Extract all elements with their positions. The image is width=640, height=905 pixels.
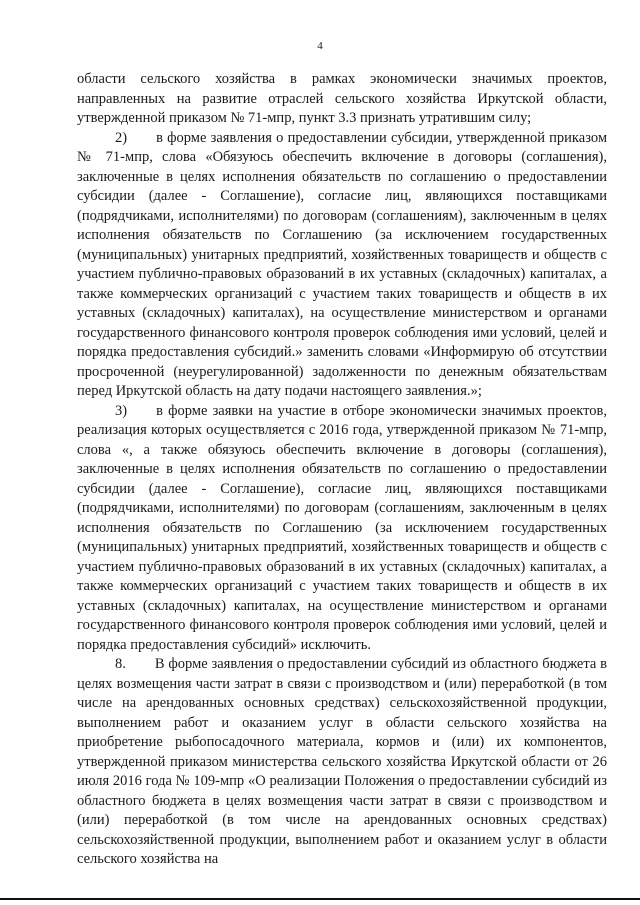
document-body — [77, 70, 607, 870]
paragraph-item-3: 3) в форме заявки на участие в отборе экономически значимых проектов, реализация которых осуществляется с 2016 года, утвержденной приказом № 71-мпр, слова «, а также обязуюсь обеспечить включение в договоры (соглашения), заключенные в целях исполнения обязательств по соглашению о предоставлении субсидии (далее - Соглашение), согласие лиц, являющихся поставщиками (подрядчиками, исполнителями) по договорам (соглашениям, заключенным в целях исполнения обязательств по Соглашению (за исключением государственных (муниципальных) унитарных предприятий, хозяйственных товариществ и обществ с участием публично-правовых образований в их уставных (складочных) капиталах, а также коммерческих организаций с участием таких товариществ и обществ в их уставных (складочных) капиталах, на осуществление министерством и органами государственного финансового контроля проверок соблюдения ими условий, целей и порядка предоставления субсидий» исключить. — [77, 402, 607, 653]
page-number: 4 — [317, 40, 323, 52]
paragraph-item-8: 8. В форме заявления о предоставлении субсидий из областного бюджета в целях возмещения части затрат в связи с производством и (или) переработкой (в том числе на арендованных основных средствах) сельскохозяйственной продукции, выполнением работ и оказанием услуг в области сельского хозяйства на приобретение рыбопосадочного материала, кормов и (или) их компонентов, утвержденной приказом министерства сельского хозяйства Иркутской области от 26 июля 2016 года № 109-мпр «О реализации Положения о предоставлении субсидий из областного бюджета в целях возмещения части затрат в связи с производством и (или) переработкой (в том числе на арендованных основных средствах) сельскохозяйственной продукции, выполнением работ и оказанием услуг в области сельского хозяйства на — [77, 656, 607, 867]
paragraph-continuation: области сельского хозяйства в рамках экономически значимых проектов, направленных на развитие отраслей сельского хозяйства Иркутской области, утвержденной приказом № 71-мпр, пункт 3.3 признать утратившим силу; — [77, 71, 607, 126]
scan-edge-line — [0, 898, 640, 900]
paragraph-item-2: 2) в форме заявления о предоставлении субсидии, утвержденной приказом № 71-мпр, слова «Обязуюсь обеспечить включение в договоры (соглашения), заключенные в целях исполнения обязательств по соглашению о предоставлении субсидии (далее - Соглашение), согласие лиц, являющихся поставщиками (подрядчиками, исполнителями) по договорам (соглашениям), заключенным в целях исполнения обязательств по Соглашению (за исключением государственных (муниципальных) унитарных предприятий, хозяйственных товариществ и обществ с участием публично-правовых образований в их уставных (складочных) капиталах, а также коммерческих организаций с участием таких товариществ и обществ в их уставных (складочных) капиталах), на осуществление министерством и органами государственного финансового контроля проверок соблюдения ими условий, целей и порядка предоставления субсидий.» заменить словами «Информирую об отсутствии просроченной (неурегулированной) задолженности по денежным обязательствам перед Иркутской область на дату подачи настоящего заявления.»; — [77, 129, 607, 399]
